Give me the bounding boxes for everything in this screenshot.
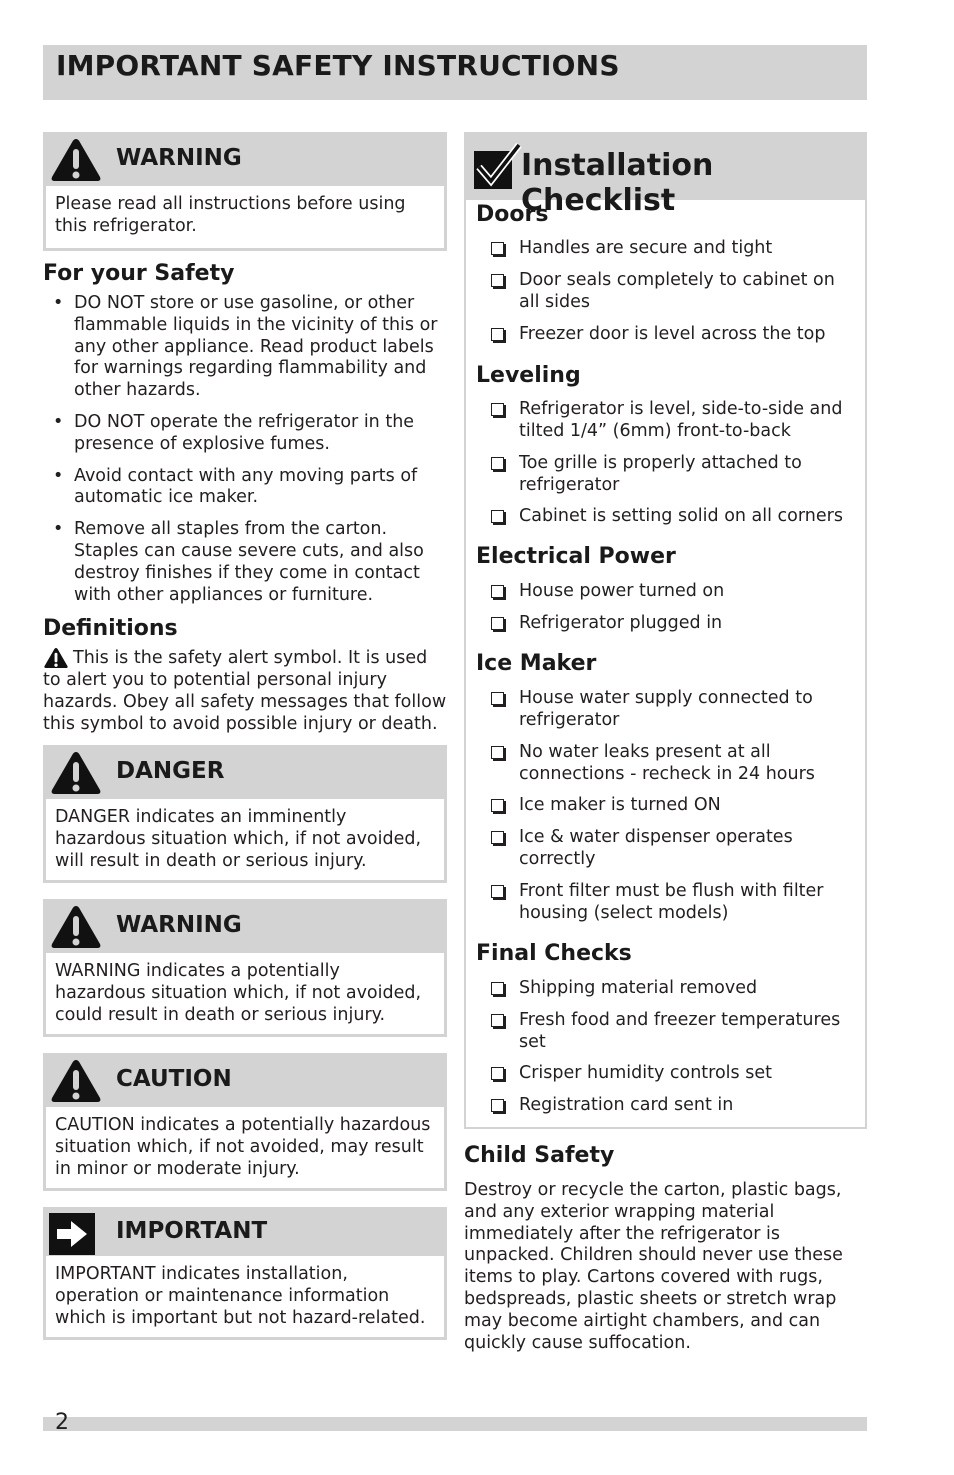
checklist-item-label: Crisper humidity controls set xyxy=(519,1063,772,1083)
child-safety-text: Destroy or recycle the carton, plastic bags, and any exterior wrapping material immediately after the refrigerator is unpacked. Children should never use these items to play. Cartons covered with rugs, bedspreads, plastic sheets or stretch wrap may become airtight chambers, and can quickly cause suffocation. xyxy=(464,1180,843,1353)
checklist-item[interactable] xyxy=(491,742,851,786)
callout-header xyxy=(46,902,444,953)
definitions-heading: Definitions xyxy=(43,616,178,642)
safety-list xyxy=(43,293,447,606)
checkbox[interactable] xyxy=(491,692,504,705)
checklist-item-label: Refrigerator plugged in xyxy=(519,613,723,633)
checklist-item-label: Fresh food and freezer temperatures set xyxy=(519,1010,841,1052)
callout-header xyxy=(46,1056,444,1107)
checkbox[interactable] xyxy=(491,1099,504,1112)
checklist-item-label: House power turned on xyxy=(519,581,725,601)
list-item: • DO NOT store or use gasoline, or other flammable liquids in the vicinity of this or any other appliance. Read product labels for warnings regarding flammability and other hazards. xyxy=(43,293,447,402)
checkbox[interactable] xyxy=(491,585,504,598)
checkmark-icon xyxy=(473,143,523,191)
checklist-section-heading: Leveling xyxy=(476,363,581,388)
checklist-item[interactable] xyxy=(491,1095,851,1117)
checklist-section-heading: Ice Maker xyxy=(476,651,597,676)
checkbox[interactable] xyxy=(491,1014,504,1027)
checklist-item[interactable] xyxy=(491,1063,851,1085)
checkbox[interactable] xyxy=(491,746,504,759)
definitions-text: This is the safety alert symbol. It is used to alert you to potential personal injury hazards. Obey all safety messages that follow this symbol to avoid possible injury or death. xyxy=(43,648,447,735)
callout-title: WARNING xyxy=(116,912,242,939)
callout-text: CAUTION indicates a potentially hazardous situation which, if not avoided, may result in minor or moderate injury. xyxy=(55,1115,431,1180)
checkbox[interactable] xyxy=(491,457,504,470)
callout-text: WARNING indicates a potentially hazardous situation which, if not avoided, could result in death or serious injury. xyxy=(55,961,422,1026)
page-title: IMPORTANT SAFETY INSTRUCTIONS xyxy=(56,49,620,82)
checkbox[interactable] xyxy=(491,617,504,630)
checklist-item[interactable] xyxy=(491,1010,851,1054)
callout-text: Please read all instructions before using this refrigerator. xyxy=(55,194,406,236)
checklist-item-label: Front filter must be flush with filter housing (select models) xyxy=(519,881,824,923)
footer-bar xyxy=(43,1417,867,1431)
checklist-item-label: Refrigerator is level, side-to-side and tilted 1/4” (6mm) front-to-back xyxy=(519,399,843,441)
checklist-item[interactable] xyxy=(491,324,851,346)
checkbox[interactable] xyxy=(491,403,504,416)
checkbox[interactable] xyxy=(491,982,504,995)
warning-triangle-icon xyxy=(49,904,103,950)
checkbox[interactable] xyxy=(491,1067,504,1080)
checklist-item[interactable] xyxy=(491,881,851,925)
installation-checklist xyxy=(464,132,867,1129)
callout-title: DANGER xyxy=(116,758,225,785)
left-column xyxy=(43,132,447,1340)
checklist-item-label: House water supply connected to refrigerator xyxy=(519,688,813,730)
checkbox[interactable] xyxy=(491,328,504,341)
checklist-item-label: Door seals completely to cabinet on all sides xyxy=(519,270,835,312)
warning-callout-top xyxy=(43,132,447,251)
definitions-paragraph xyxy=(43,647,447,735)
checklist-item-label: Registration card sent in xyxy=(519,1095,734,1115)
checklist-section-heading: Doors xyxy=(476,202,549,227)
page-number: 2 xyxy=(55,1410,69,1435)
checklist-item[interactable] xyxy=(491,238,851,260)
checklist-item[interactable] xyxy=(491,270,851,314)
list-item: • Remove all staples from the carton. Staples can cause severe cuts, and also destroy finishes if they come in contact with other appliances or furniture. xyxy=(43,519,447,606)
arrow-right-icon xyxy=(49,1213,95,1255)
caution-callout xyxy=(43,1053,447,1191)
checklist-item-label: Freezer door is level across the top xyxy=(519,324,826,344)
danger-callout xyxy=(43,745,447,883)
checkbox[interactable] xyxy=(491,510,504,523)
callout-header xyxy=(46,748,444,799)
checklist-item[interactable] xyxy=(491,613,851,635)
list-item: • Avoid contact with any moving parts of automatic ice maker. xyxy=(43,466,447,510)
important-callout xyxy=(43,1207,447,1340)
warning-triangle-icon xyxy=(49,750,103,796)
checkbox[interactable] xyxy=(491,885,504,898)
checklist-item[interactable] xyxy=(491,827,851,871)
checklist-item-label: No water leaks present at all connections - recheck in 24 hours xyxy=(519,742,815,784)
checkbox[interactable] xyxy=(491,242,504,255)
warning-triangle-icon xyxy=(49,1058,103,1104)
checklist-item[interactable] xyxy=(491,688,851,732)
checklist-item-label: Cabinet is setting solid on all corners xyxy=(519,506,843,526)
callout-header xyxy=(46,135,444,186)
checklist-item[interactable] xyxy=(491,978,851,1000)
checklist-item-label: Handles are secure and tight xyxy=(519,238,773,258)
checklist-title: Installation Checklist xyxy=(521,148,714,218)
callout-title: WARNING xyxy=(116,145,242,171)
checklist-item-label: Ice maker is turned ON xyxy=(519,795,721,815)
checklist-item[interactable] xyxy=(491,453,851,497)
callout-text: IMPORTANT indicates installation, operation or maintenance information which is important but not hazard-related. xyxy=(55,1264,426,1329)
child-safety-heading: Child Safety xyxy=(464,1143,615,1168)
safety-alert-icon xyxy=(43,647,69,669)
checklist-item[interactable] xyxy=(491,506,851,528)
checklist-item-label: Shipping material removed xyxy=(519,978,758,998)
callout-title: IMPORTANT xyxy=(116,1218,268,1245)
callout-header xyxy=(46,1210,444,1256)
checklist-item[interactable] xyxy=(491,399,851,443)
for-safety-heading: For your Safety xyxy=(43,261,235,286)
header-bar xyxy=(43,45,867,100)
warning-callout xyxy=(43,899,447,1037)
checkbox[interactable] xyxy=(491,274,504,287)
checklist-section-heading: Electrical Power xyxy=(476,544,676,569)
callout-text: DANGER indicates an imminently hazardous situation which, if not avoided, will result in death or serious injury. xyxy=(55,807,422,872)
checklist-item-label: Ice & water dispenser operates correctly xyxy=(519,827,793,869)
checklist-section-heading: Final Checks xyxy=(476,941,632,966)
checklist-item[interactable] xyxy=(491,795,851,817)
list-item: • DO NOT operate the refrigerator in the presence of explosive fumes. xyxy=(43,412,447,456)
callout-title: CAUTION xyxy=(116,1066,232,1093)
checklist-item-label: Toe grille is properly attached to refrigerator xyxy=(519,453,802,495)
checklist-item[interactable] xyxy=(491,581,851,603)
checkbox[interactable] xyxy=(491,799,504,812)
warning-triangle-icon xyxy=(49,137,103,183)
checkbox[interactable] xyxy=(491,831,504,844)
